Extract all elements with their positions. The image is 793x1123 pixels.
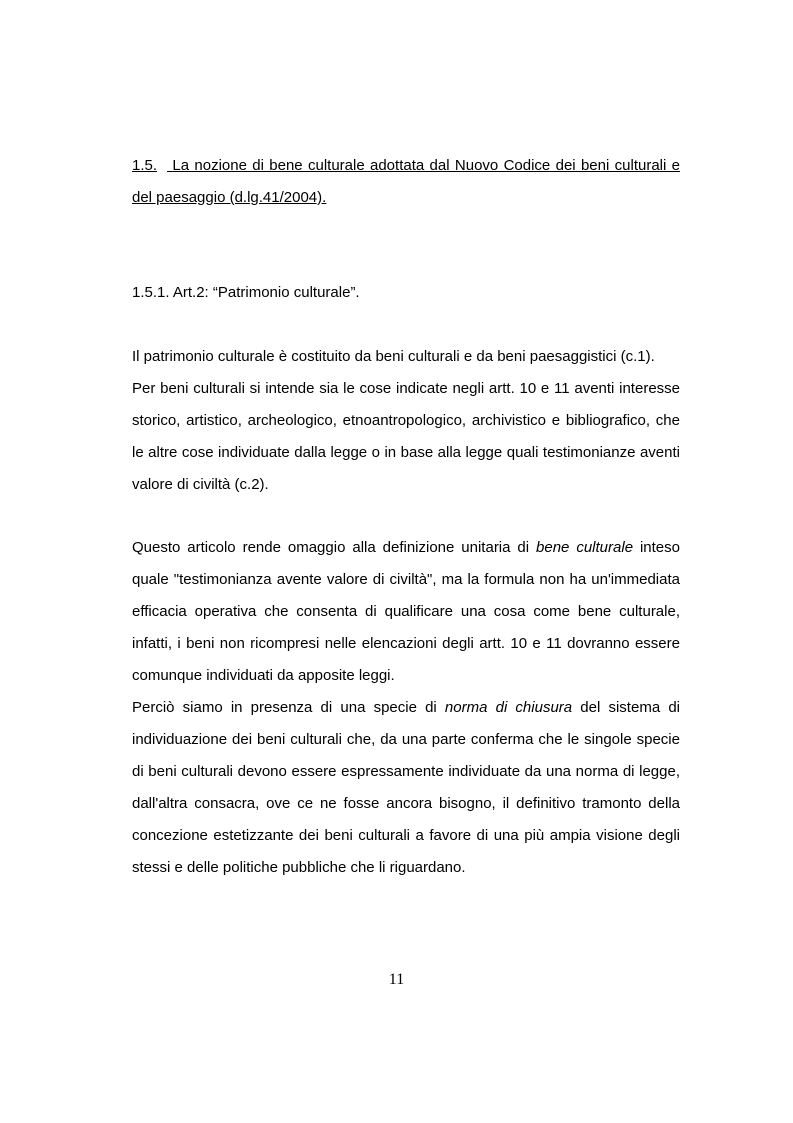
- paragraph-3-text-start: Questo articolo rende omaggio alla definizione unitaria di: [132, 539, 537, 556]
- paragraph-2: Per beni culturali si intende sia le cose indicate negli artt. 10 e 11 aventi interesse storico, artistico, archeologico, etnoantropologico, archivistico e bibliografico, che le altre cose individuate dalla legge o in base alla legge quali testimonianze aventi valore di civiltà (c.2).: [132, 380, 680, 493]
- paragraph-4: [132, 692, 680, 884]
- paragraph-4-text-start: Perciò siamo in presenza di una specie di: [132, 699, 445, 716]
- page-number: 11: [388, 971, 405, 988]
- document-page-body: [132, 150, 680, 884]
- paragraph-3-emphasis: bene culturale: [536, 539, 634, 556]
- paragraph-4-text-end: del sistema di individuazione dei beni culturali che, da una parte conferma che le singole specie di beni culturali devono essere espressamente individuate da una norma di legge, dall'altra consacra, ove ce ne fosse ancora bisogno, il definitivo tramonto della concezione estetizzante dei beni culturali a favore di una più ampia visione degli stessi e delle politiche pubbliche che li riguardano.: [132, 699, 680, 876]
- paragraph-3: [132, 532, 680, 692]
- section-heading: [132, 150, 680, 214]
- paragraph-4-emphasis: norma di chiusura: [444, 699, 573, 716]
- paragraph-3-text-end: inteso quale "testimonianza avente valore di civiltà", ma la formula non ha un'immediata efficacia operativa che consenta di qualificare una cosa come bene culturale, infatti, i beni non ricompresi nelle elencazioni degli artt. 10 e 11 dovranno essere comunque individuati da apposite leggi.: [132, 539, 680, 684]
- subsection-heading: 1.5.1. Art.2: “Patrimonio culturale”.: [132, 284, 360, 301]
- section-number: 1.5.: [132, 157, 158, 174]
- paragraph-1: Il patrimonio culturale è costituito da beni culturali e da beni paesaggistici (c.1).: [132, 348, 655, 365]
- section-title: La nozione di bene culturale adottata dal Nuovo Codice dei beni culturali e del paesaggio (d.lg.41/2004).: [132, 157, 681, 206]
